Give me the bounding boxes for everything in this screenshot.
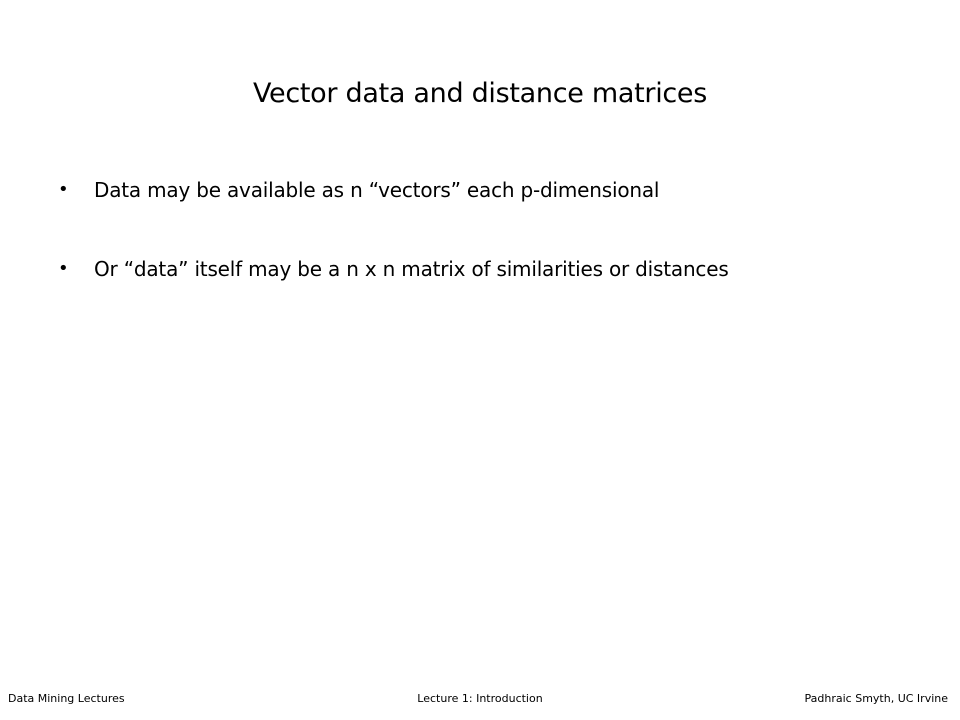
bullet-item [58,249,938,289]
bullet-text: Or “data” itself may be a n x n matrix of similarities or distances [94,257,729,281]
bullet-item [58,170,938,210]
footer-lecture-title: Lecture 1: Introduction [417,692,543,705]
bullet-text: Data may be available as n “vectors” each p-dimensional [94,178,660,202]
slide-title: Vector data and distance matrices [252,78,708,110]
slide-footer [0,688,960,710]
footer-author: Padhraic Smyth, UC Irvine [804,692,948,705]
bullet-dot-icon: • [58,258,69,279]
bullet-list [58,170,938,328]
footer-course-name: Data Mining Lectures [8,692,125,705]
bullet-dot-icon: • [58,179,69,200]
